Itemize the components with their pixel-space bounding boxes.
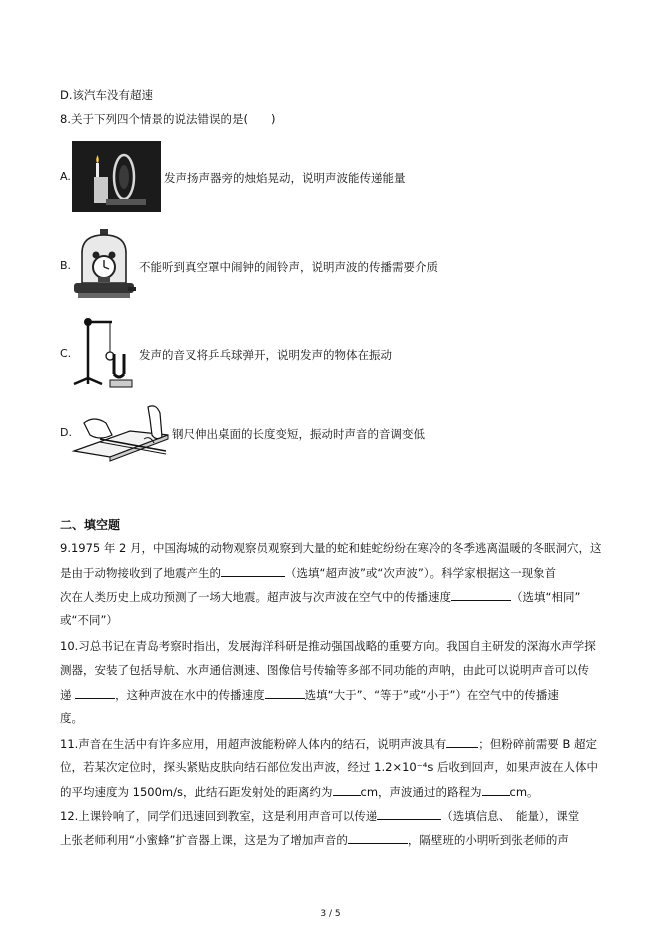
q9-line-2	[60, 565, 556, 580]
q12-line-1	[60, 808, 579, 823]
q9-line-2-text-a: 是由于动物接收到了地震产生的	[60, 566, 221, 580]
q11-blank-3[interactable]	[482, 784, 510, 796]
q7-option-d: D.该汽车没有超速	[60, 88, 154, 102]
q10-line-2: 测器，安装了包括导航、水声通信测速、图像信号传输等多部不同功能的声呐，由此可以说明声音可以传	[60, 663, 589, 677]
page-number: 3 / 5	[320, 909, 341, 919]
q11-line-1-text-b: ；但粉碎前需要 B 超定	[478, 737, 597, 751]
q8-option-d-text: 钢尺伸出桌面的长度变短，振动时声音的音调变低	[172, 427, 425, 441]
q12-line-2	[60, 832, 569, 847]
q9-line-3	[60, 589, 580, 604]
q11-line-3-text-a: 的平均速度为 1500m/s，此结石距发射处的距离约为	[60, 785, 333, 799]
q12-line-1-text-b: （选填信息、 能量），课堂	[441, 809, 580, 823]
q10-line-1: 10.习总书记在青岛考察时指出，发展海洋科研是推动强国战略的重要方向。我国自主研发的深海水声学探	[60, 639, 596, 653]
q12-blank-1[interactable]	[377, 808, 441, 820]
q9-line-3-text-a: 次在人类历史上成功预测了一场大地震。超声波与次声波在空气中的传播速度	[60, 590, 451, 604]
bell-jar-image	[70, 227, 138, 301]
q8-option-b-letter: B.	[60, 259, 72, 272]
q9-line-4: 或“不同”）	[60, 613, 118, 627]
q12-blank-2[interactable]	[348, 832, 408, 844]
q8-stem: 8.关于下列四个情景的说法错误的是( )	[60, 112, 276, 126]
q11-line-3-text-c: cm。	[509, 785, 539, 799]
q11-blank-2[interactable]	[333, 784, 361, 796]
q9-line-3-text-b: （选填“相同”	[511, 590, 581, 604]
q8-option-a-text: 发声扬声器旁的烛焰晃动，说明声波能传递能量	[164, 171, 406, 185]
section-title: 二、填空题	[60, 518, 121, 532]
q10-blank-1[interactable]	[75, 687, 115, 699]
bell-jar-clock-icon	[70, 227, 138, 301]
q10-line-3-text-c: 选填“大于”、“等于”或“小于”）在空气中的传播速	[304, 688, 559, 702]
q12-line-1-text-a: 12.上课铃响了，同学们迅速回到教室，这是利用声音可以传递	[60, 809, 378, 823]
q8-option-c-letter: C.	[60, 347, 72, 360]
q8-option-d-letter: D.	[60, 426, 72, 439]
q10-line-3-text-a: 递	[60, 688, 76, 702]
q11-line-1-text-a: 11.声音在生活中有许多应用，用超声波能粉碎人体内的结石，说明声波具有	[60, 737, 447, 751]
speaker-candle-icon	[72, 141, 161, 212]
q11-line-2: 位，若某次定位时，探头紧贴皮肤向结石部位发出声波，经过 1.2×10⁻⁴s 后收到回声，如果声波在人体中	[60, 760, 599, 774]
q9-blank-1[interactable]	[221, 565, 285, 577]
q10-line-3-text-b: ，这种声波在水中的传播速度	[115, 688, 265, 702]
speaker-candle-image	[72, 141, 161, 212]
q8-option-b-text: 不能听到真空罩中闹钟的闹铃声，说明声波的传播需要介质	[139, 260, 438, 274]
q9-line-2-text-b: （选填“超声波”或“次声波”）。科学家根据这一现象首	[285, 566, 557, 580]
q9-blank-2[interactable]	[451, 589, 511, 601]
q8-option-c-text: 发声的音叉将乒乓球弹开，说明发声的物体在振动	[139, 348, 392, 362]
steel-ruler-image	[70, 401, 170, 465]
q11-blank-1[interactable]	[446, 736, 478, 748]
q11-line-3	[60, 784, 539, 799]
q9-line-1: 9.1975 年 2 月，中国海城的动物观察员观察到大量的蛇和蛙蛇纷纷在寒冷的冬季逃离温暖的冬眠洞穴，这	[60, 541, 602, 555]
q10-line-4: 度。	[60, 711, 83, 725]
q11-line-3-text-b: cm，声波通过的路程为	[360, 785, 482, 799]
steel-ruler-hands-icon	[70, 401, 170, 465]
tuning-fork-pingpong-icon	[70, 312, 138, 392]
q12-line-2-text-a: 上张老师利用“小蜜蜂”扩音器上课，这是为了增加声音的	[60, 833, 348, 847]
q12-line-2-text-b: ，隔壁班的小明听到张老师的声	[407, 833, 569, 847]
tuning-fork-image	[70, 312, 138, 392]
q10-line-3	[60, 687, 559, 702]
q10-blank-2[interactable]	[265, 687, 305, 699]
q8-option-a-letter: A.	[60, 170, 71, 183]
q11-line-1	[60, 736, 597, 751]
